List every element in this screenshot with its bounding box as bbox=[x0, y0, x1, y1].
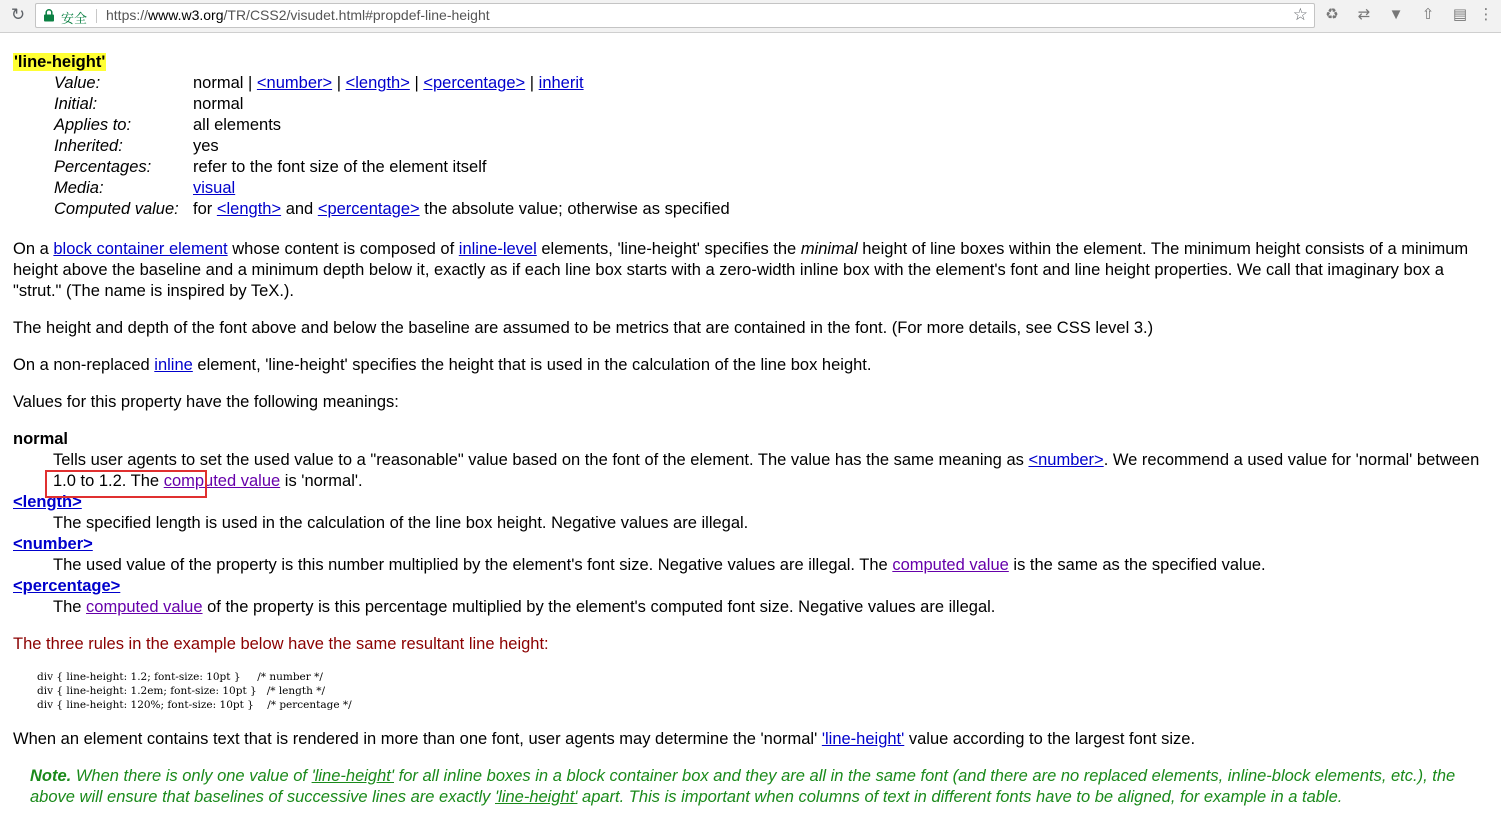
menu-icon[interactable]: ⋮ bbox=[1478, 6, 1494, 23]
text: whose content is composed of bbox=[232, 240, 455, 258]
definition-key: Initial: bbox=[54, 95, 98, 113]
visual-link[interactable]: visual bbox=[193, 179, 236, 197]
text: of the property is this percentage multiplied by the element's computed font size. Negative values are illegal. bbox=[207, 598, 996, 616]
number-link[interactable]: <number> bbox=[1028, 451, 1104, 469]
desc-normal bbox=[53, 450, 1491, 492]
paragraph-values-intro: Values for this property have the following meanings: bbox=[13, 393, 399, 411]
text: When there is only one value of bbox=[75, 767, 307, 785]
desc-percentage bbox=[53, 597, 1491, 618]
definition-key: Applies to: bbox=[54, 116, 132, 134]
bookmark-star-icon[interactable]: ☆ bbox=[1292, 5, 1308, 24]
definition-row-value bbox=[54, 73, 730, 94]
term-normal: normal bbox=[13, 430, 69, 448]
definition-value: all elements bbox=[193, 116, 282, 134]
text: elements, 'line-height' specifies the bbox=[541, 240, 797, 258]
computed-text: for bbox=[193, 200, 213, 218]
definition-value: normal bbox=[193, 95, 244, 113]
text: Tells user agents to set the used value to a "reasonable" value based on the font of the element. The value has the same meaning as bbox=[53, 451, 1024, 469]
computed-text: the absolute value; otherwise as specified bbox=[424, 200, 730, 218]
definition-value: yes bbox=[193, 137, 219, 155]
text: is the same as the specified value. bbox=[1013, 556, 1266, 574]
inline-level-link[interactable]: inline-level bbox=[458, 240, 537, 258]
inherit-link[interactable]: inherit bbox=[538, 74, 584, 92]
filter-extension-icon[interactable]: ▼ bbox=[1388, 6, 1404, 23]
text: On a bbox=[13, 240, 49, 258]
computed-text: and bbox=[285, 200, 314, 218]
browser-toolbar bbox=[0, 0, 1501, 33]
number-link[interactable]: <number> bbox=[256, 74, 333, 92]
term-number-link[interactable]: <number> bbox=[13, 535, 93, 553]
length-link[interactable]: <length> bbox=[216, 200, 282, 218]
definition-value bbox=[193, 199, 730, 220]
reload-icon[interactable]: ↻ bbox=[10, 5, 26, 24]
code-line: div { line-height: 120%; font-size: 10pt } /* percentage */ bbox=[37, 699, 352, 711]
paragraph-multiple-fonts bbox=[13, 729, 1491, 750]
definition-key: Media: bbox=[54, 179, 104, 197]
text: for all inline boxes in a block container box and they are all in the same font (and there are no replaced elements, inline-block elements, etc.), the above will ensure that baselines of successive lines are exactly bbox=[30, 767, 1456, 806]
desc-length: The specified length is used in the calculation of the line box height. Negative values are illegal. bbox=[53, 514, 749, 532]
text: value according to the largest font size. bbox=[908, 730, 1196, 748]
rp-extension-icon[interactable]: ▤ bbox=[1452, 6, 1468, 23]
text: apart. This is important when columns of text in different fonts have to be aligned, for example in a table. bbox=[582, 788, 1343, 806]
lock-icon bbox=[43, 9, 55, 22]
definition-row-computed-value bbox=[54, 199, 730, 220]
definition-value bbox=[193, 178, 730, 199]
paragraph-non-replaced-inline bbox=[13, 355, 1491, 376]
emphasis-minimal: minimal bbox=[800, 240, 858, 258]
text: is 'normal'. bbox=[284, 472, 363, 490]
line-height-link[interactable]: 'line-height' bbox=[821, 730, 905, 748]
definition-key: Inherited: bbox=[54, 137, 123, 155]
definition-row-initial bbox=[54, 94, 730, 115]
address-divider bbox=[96, 9, 97, 23]
desc-number bbox=[53, 555, 1491, 576]
url-path: /TR/CSS2/visudet.html#propdef-line-height bbox=[223, 7, 490, 23]
definition-key: Percentages: bbox=[54, 158, 152, 176]
line-height-link[interactable]: 'line-height' bbox=[495, 788, 578, 806]
paragraph-line-height-intro bbox=[13, 239, 1491, 302]
property-definition-table bbox=[54, 73, 730, 220]
definition-key: Computed value: bbox=[54, 200, 179, 218]
note-label: Note. bbox=[30, 767, 72, 785]
url-scheme: https:// bbox=[106, 7, 149, 23]
recycle-extension-icon[interactable]: ♻ bbox=[1325, 6, 1339, 23]
url-host: www.w3.org bbox=[148, 7, 224, 23]
text: The used value of the property is this number multiplied by the element's font size. Negative values are illegal. The bbox=[53, 556, 888, 574]
example-heading: The three rules in the example below have the same resultant line height: bbox=[13, 635, 549, 653]
text: . We recommend a used value for 'normal' between 1.0 to 1.2. The bbox=[53, 451, 1480, 490]
line-height-link[interactable]: 'line-height' bbox=[311, 767, 395, 785]
code-example bbox=[37, 670, 352, 712]
text: The bbox=[53, 598, 82, 616]
definition-row-media bbox=[54, 178, 730, 199]
value-normal: normal | bbox=[193, 74, 253, 92]
property-name-highlight: 'line-height' bbox=[14, 53, 106, 71]
sync-extension-icon[interactable]: ⇄ bbox=[1357, 6, 1371, 23]
text: When an element contains text that is rendered in more than one font, user agents may determine the 'normal' bbox=[13, 730, 818, 748]
percentage-link[interactable]: <percentage> bbox=[317, 200, 420, 218]
value-separator: | bbox=[336, 74, 342, 92]
note-paragraph bbox=[30, 766, 1492, 808]
length-link[interactable]: <length> bbox=[345, 74, 410, 92]
upload-extension-icon[interactable]: ⇧ bbox=[1421, 6, 1435, 23]
block-container-element-link[interactable]: block container element bbox=[53, 240, 228, 258]
definition-value: refer to the font size of the element itself bbox=[193, 158, 487, 176]
definition-row-applies-to bbox=[54, 115, 730, 136]
definition-row-inherited bbox=[54, 136, 730, 157]
percentage-link[interactable]: <percentage> bbox=[423, 74, 526, 92]
definition-row-percentages bbox=[54, 157, 730, 178]
code-line: div { line-height: 1.2em; font-size: 10pt } /* length */ bbox=[37, 685, 325, 697]
property-name bbox=[13, 52, 106, 73]
computed-value-link[interactable]: computed value bbox=[892, 556, 1009, 574]
text: On a non-replaced bbox=[13, 356, 150, 374]
value-separator: | bbox=[529, 74, 535, 92]
definition-key: Value: bbox=[54, 74, 101, 92]
inline-link[interactable]: inline bbox=[154, 356, 193, 374]
value-separator: | bbox=[414, 74, 419, 92]
address-bar[interactable] bbox=[35, 3, 1315, 28]
url-text[interactable] bbox=[106, 7, 490, 23]
paragraph-font-metrics: The height and depth of the font above and below the baseline are assumed to be metrics that are contained in the font. (For more details, see CSS level 3.) bbox=[13, 319, 1154, 337]
term-length-link[interactable]: <length> bbox=[13, 493, 82, 511]
secure-label: 安全 bbox=[61, 11, 88, 26]
code-line: div { line-height: 1.2; font-size: 10pt } /* number */ bbox=[37, 671, 323, 683]
definition-value bbox=[193, 73, 730, 94]
term-percentage-link[interactable]: <percentage> bbox=[13, 577, 121, 595]
text: height of line boxes within the element. The minimum height consists of a minimum height above the baseline and a minimum depth below it, exactly as if each line box starts with a zero-width inline box with the element's font and line height properties. We call that imaginary box a "strut." (The name is inspired by TeX.). bbox=[13, 240, 1469, 300]
text: element, 'line-height' specifies the height that is used in the calculation of the line box height. bbox=[197, 356, 872, 374]
computed-value-link[interactable]: computed value bbox=[163, 472, 281, 490]
computed-value-link[interactable]: computed value bbox=[86, 598, 203, 616]
annotation-highlight-box bbox=[45, 470, 207, 498]
